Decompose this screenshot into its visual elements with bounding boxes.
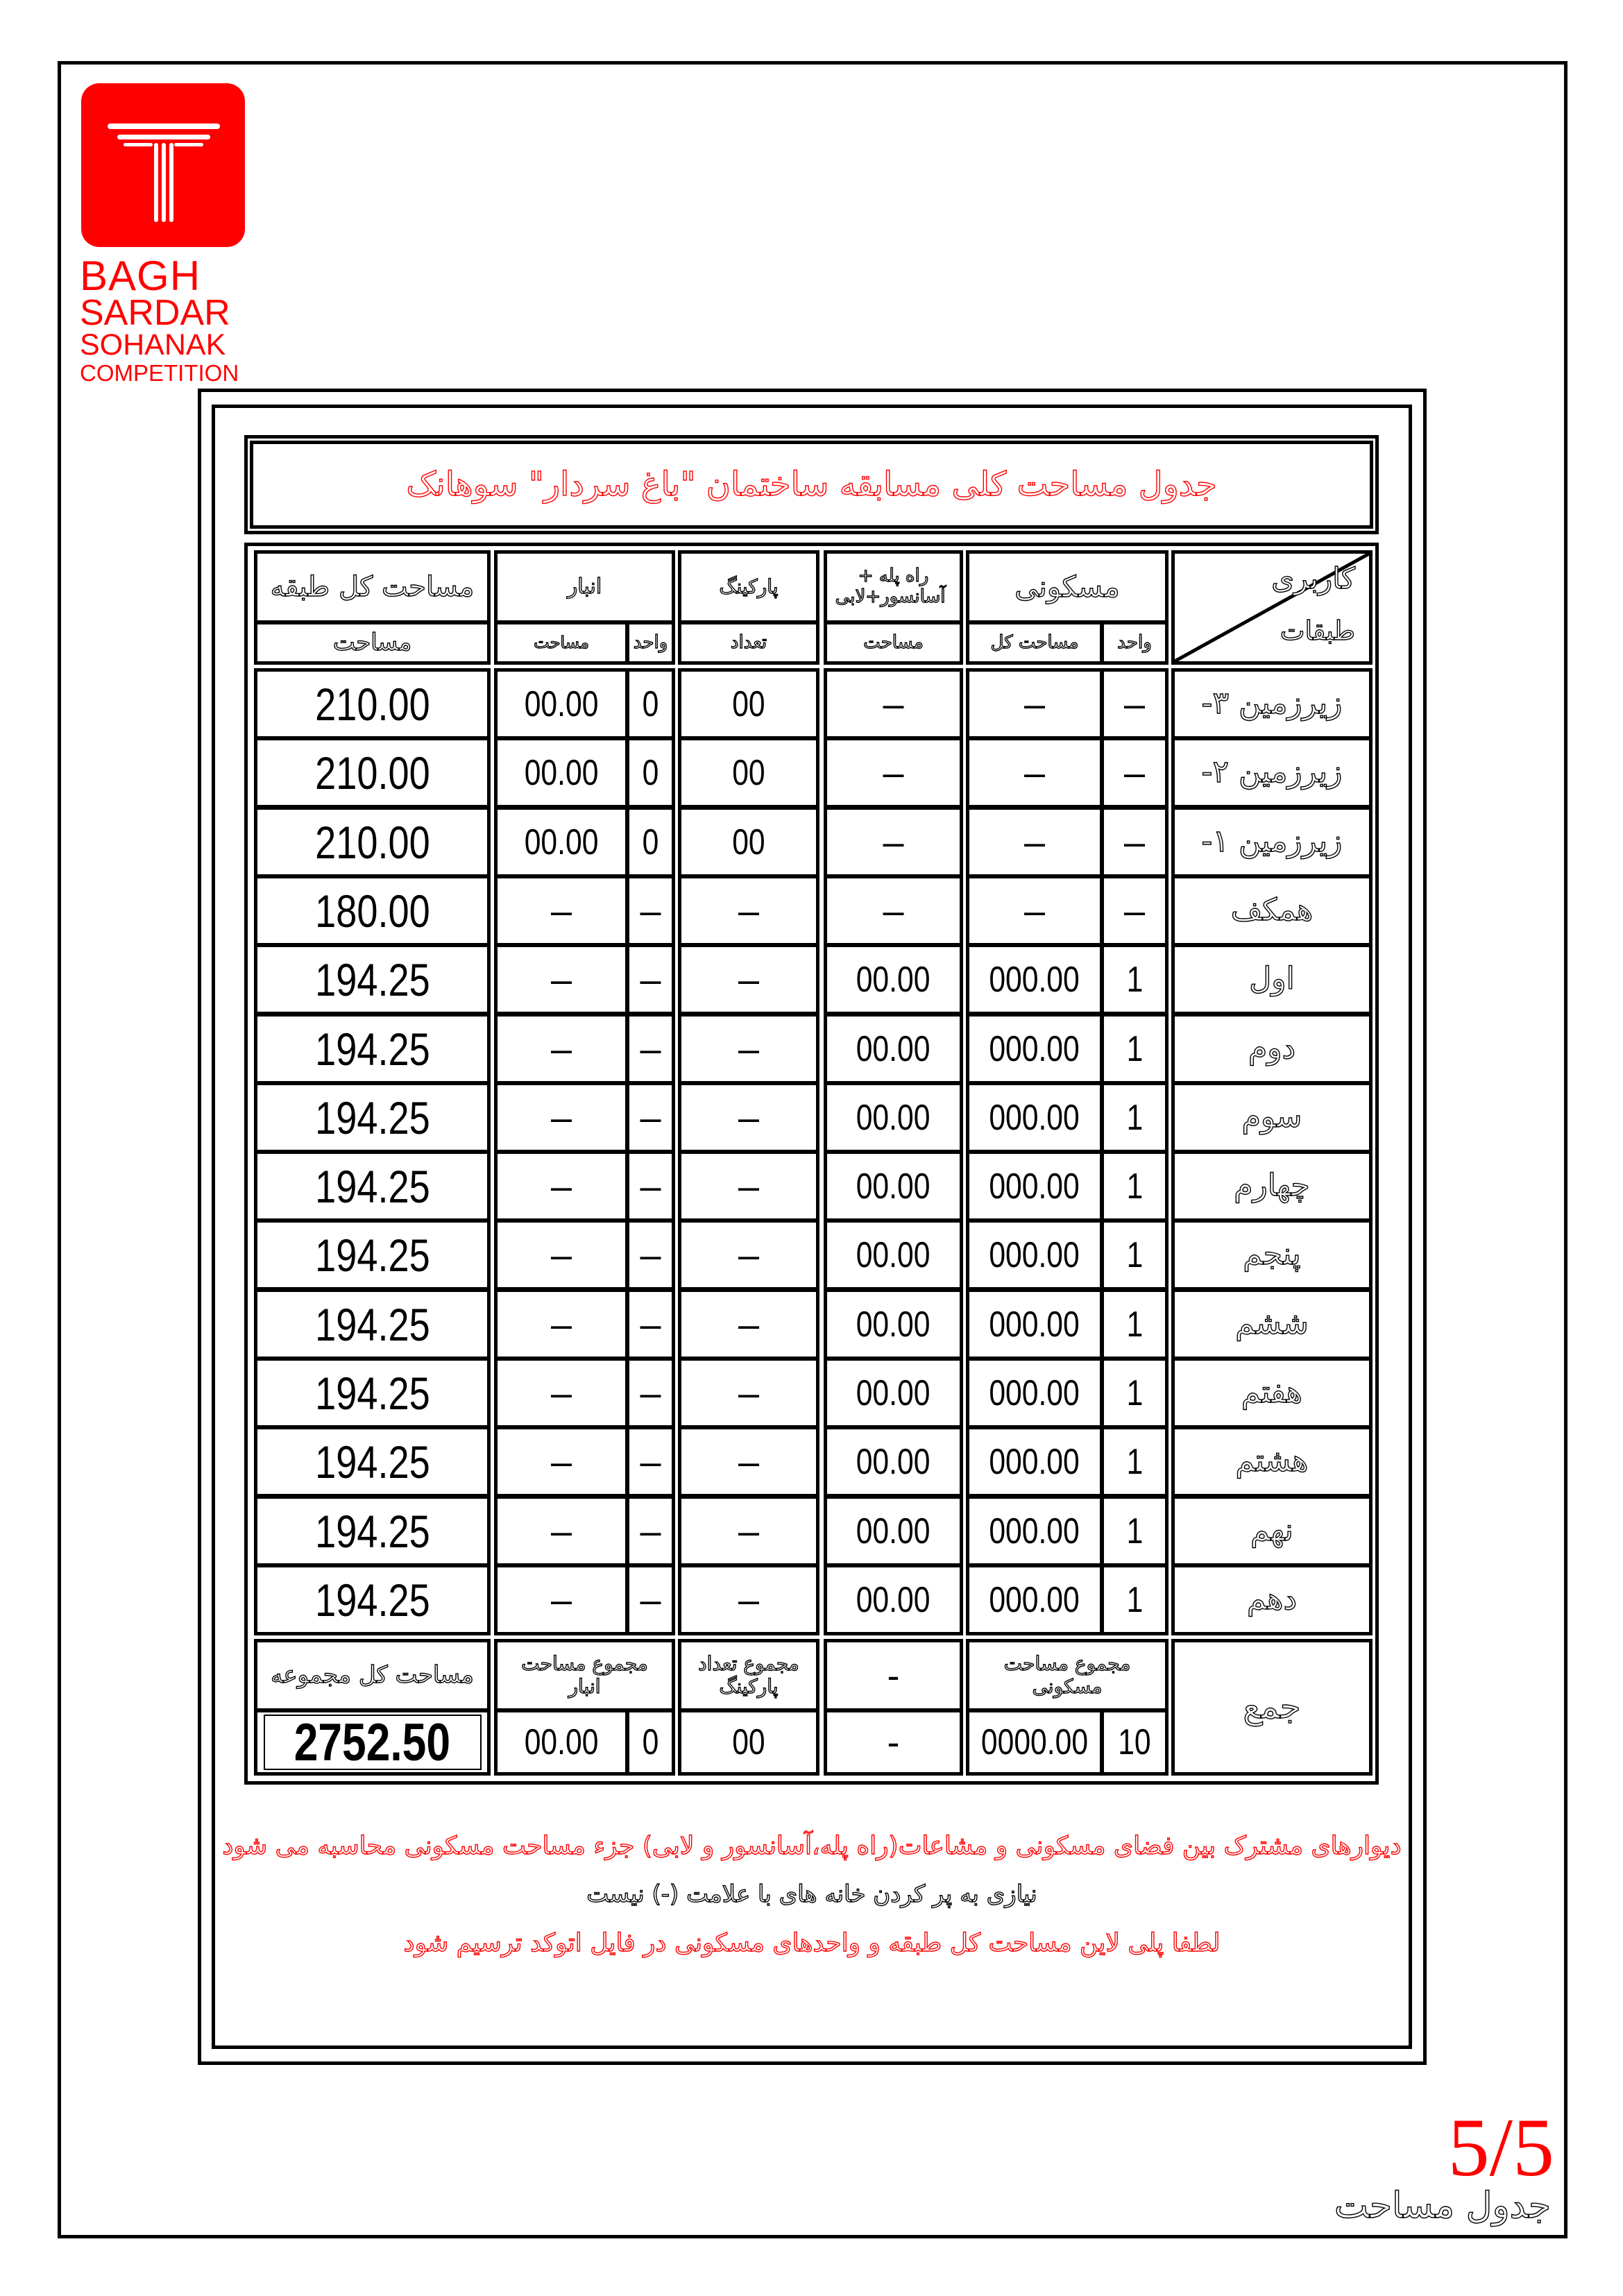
cell-parking-count: – xyxy=(678,1013,819,1085)
cell-storage-unit: 0 xyxy=(626,737,675,808)
cell-floor: اول xyxy=(1171,944,1373,1015)
cell-total-area: 210.00 xyxy=(254,737,491,808)
cell-storage-unit: – xyxy=(626,1564,675,1635)
header-total-area: مساحت xyxy=(254,621,491,665)
header-floors-label: طبقات xyxy=(1280,615,1355,646)
cell-total-area: 210.00 xyxy=(254,806,491,878)
header-usage-label: کاربری xyxy=(1271,561,1355,595)
logo xyxy=(80,82,246,391)
cell-total-area: 194.25 xyxy=(254,1495,491,1567)
cell-floor: زیرزمین ۳- xyxy=(1171,668,1373,740)
cell-parking-count: – xyxy=(678,1564,819,1635)
cell-total-area: 210.00 xyxy=(254,668,491,740)
cell-total-area: 194.25 xyxy=(254,1426,491,1497)
cell-parking-count: – xyxy=(678,875,819,946)
cell-total-area: 194.25 xyxy=(254,1219,491,1291)
logo-line-3: SOHANAK xyxy=(80,328,226,362)
cell-residential-area: 000.00 xyxy=(966,1426,1103,1497)
footer-sum-label: جمع xyxy=(1171,1639,1373,1776)
cell-floor: چهارم xyxy=(1171,1150,1373,1222)
header-floor xyxy=(1171,550,1373,665)
cell-stair-area: 00.00 xyxy=(824,1426,963,1497)
cell-parking-count: 00 xyxy=(678,806,819,878)
cell-floor: ششم xyxy=(1171,1289,1373,1360)
cell-storage-unit: – xyxy=(626,1495,675,1567)
header-parking-count: تعداد xyxy=(678,621,819,665)
cell-parking-count: 00 xyxy=(678,668,819,740)
footer-residential-area: 0000.00 xyxy=(966,1709,1103,1776)
cell-total-area: 194.25 xyxy=(254,1082,491,1153)
cell-stair-area: – xyxy=(824,737,963,808)
cell-floor: هفتم xyxy=(1171,1357,1373,1429)
cell-stair-area: 00.00 xyxy=(824,1357,963,1429)
cell-storage-area: – xyxy=(494,1357,629,1429)
cell-parking-count: – xyxy=(678,1219,819,1291)
cell-storage-area: – xyxy=(494,1289,629,1360)
cell-residential-unit: 1 xyxy=(1101,1013,1169,1085)
header-residential-unit: واحد xyxy=(1101,621,1169,665)
cell-storage-area: – xyxy=(494,1150,629,1222)
page-caption: جدول مساحت xyxy=(1334,2185,1551,2227)
cell-residential-unit: 1 xyxy=(1101,1564,1169,1635)
cell-stair-area: – xyxy=(824,668,963,740)
note-walls: دیوارهای مشترک بین فضای مسکونی و مشاعات(راه پله،آسانسور و لابی) جزء مساحت مسکونی محاسبه می شود xyxy=(222,1832,1402,1860)
cell-residential-area: 000.00 xyxy=(966,1495,1103,1567)
cell-residential-area: 000.00 xyxy=(966,944,1103,1015)
cell-storage-unit: – xyxy=(626,1219,675,1291)
cell-storage-unit: – xyxy=(626,1082,675,1153)
cell-total-area: 194.25 xyxy=(254,944,491,1015)
cell-storage-area: 00.00 xyxy=(494,806,629,878)
cell-residential-area: – xyxy=(966,668,1103,740)
cell-storage-unit: – xyxy=(626,1150,675,1222)
cell-residential-area: 000.00 xyxy=(966,1289,1103,1360)
cell-total-area: 194.25 xyxy=(254,1357,491,1429)
cell-stair-area: 00.00 xyxy=(824,1289,963,1360)
cell-residential-unit: – xyxy=(1101,875,1169,946)
header-total: مساحت کل طبقه xyxy=(254,550,491,624)
cell-floor: زیرزمین ۱- xyxy=(1171,806,1373,878)
cell-parking-count: 00 xyxy=(678,737,819,808)
cell-stair-area: 00.00 xyxy=(824,1219,963,1291)
cell-parking-count: – xyxy=(678,1150,819,1222)
cell-total-area: 180.00 xyxy=(254,875,491,946)
cell-stair-area: 00.00 xyxy=(824,1495,963,1567)
cell-floor: سوم xyxy=(1171,1082,1373,1153)
cell-storage-unit: – xyxy=(626,1426,675,1497)
note-dash-cells: نیازی به پر کردن خانه های با علامت (-) نیست xyxy=(586,1880,1037,1909)
footer-storage-area: 00.00 xyxy=(494,1709,629,1776)
cell-total-area: 194.25 xyxy=(254,1564,491,1635)
logo-line-4: COMPETITION xyxy=(80,360,239,386)
cell-total-area: 194.25 xyxy=(254,1289,491,1360)
cell-residential-area: 000.00 xyxy=(966,1082,1103,1153)
cell-residential-unit: – xyxy=(1101,737,1169,808)
header-stair: راه پله + آسانسور+لابی xyxy=(824,550,963,624)
cell-residential-unit: 1 xyxy=(1101,1150,1169,1222)
cell-residential-unit: – xyxy=(1101,806,1169,878)
cell-stair-area: 00.00 xyxy=(824,1150,963,1222)
footer-stair-value: - xyxy=(824,1709,963,1776)
cell-parking-count: – xyxy=(678,1082,819,1153)
cell-stair-area: 00.00 xyxy=(824,1013,963,1085)
footer-parking-value: 00 xyxy=(678,1709,819,1776)
cell-stair-area: – xyxy=(824,875,963,946)
cell-floor: دهم xyxy=(1171,1564,1373,1635)
header-storage-area: مساحت xyxy=(494,621,629,665)
logo-line-1: BAGH xyxy=(80,253,201,299)
footer-parking-label: مجموع تعداد پارکینگ xyxy=(678,1639,819,1712)
cell-storage-area: – xyxy=(494,1082,629,1153)
footer-residential-label: مجموع مساحت مسکونی xyxy=(966,1639,1169,1712)
cell-residential-area: 000.00 xyxy=(966,1013,1103,1085)
cell-storage-unit: – xyxy=(626,1013,675,1085)
cell-storage-area: – xyxy=(494,944,629,1015)
header-residential-area: مساحت کل xyxy=(966,621,1103,665)
cell-residential-unit: 1 xyxy=(1101,1426,1169,1497)
footer-total-label: مساحت کل مجموعه xyxy=(254,1639,491,1712)
cell-storage-unit: – xyxy=(626,1357,675,1429)
cell-residential-area: – xyxy=(966,806,1103,878)
cell-storage-area: – xyxy=(494,1013,629,1085)
cell-floor: هشتم xyxy=(1171,1426,1373,1497)
logo-line-2: SARDAR xyxy=(80,293,230,333)
cell-residential-area: – xyxy=(966,875,1103,946)
cell-storage-area: – xyxy=(494,1495,629,1567)
cell-floor: زیرزمین ۲- xyxy=(1171,737,1373,808)
cell-stair-area: 00.00 xyxy=(824,1082,963,1153)
cell-residential-unit: – xyxy=(1101,668,1169,740)
notes xyxy=(212,1832,1412,1958)
cell-residential-unit: 1 xyxy=(1101,1289,1169,1360)
cell-stair-area: – xyxy=(824,806,963,878)
cell-storage-area: – xyxy=(494,1426,629,1497)
footer-stair-label: - xyxy=(824,1639,963,1712)
cell-storage-unit: 0 xyxy=(626,668,675,740)
cell-stair-area: 00.00 xyxy=(824,1564,963,1635)
cell-residential-area: 000.00 xyxy=(966,1150,1103,1222)
table-title: جدول مساحت کلی مسابقه ساختمان "باغ سردار" سوهانک xyxy=(406,464,1217,504)
header-storage-unit: واحد xyxy=(626,621,675,665)
footer-total-value xyxy=(254,1709,491,1776)
column-icon xyxy=(81,83,245,247)
cell-parking-count: – xyxy=(678,1495,819,1567)
cell-storage-area: 00.00 xyxy=(494,668,629,740)
header-parking: پارکینگ xyxy=(678,550,819,624)
header-residential: مسکونی xyxy=(966,550,1169,624)
cell-residential-area: 000.00 xyxy=(966,1357,1103,1429)
title-box xyxy=(250,441,1373,529)
cell-residential-area: 000.00 xyxy=(966,1564,1103,1635)
cell-parking-count: – xyxy=(678,1426,819,1497)
cell-storage-area: – xyxy=(494,1564,629,1635)
cell-storage-area: – xyxy=(494,1219,629,1291)
cell-parking-count: – xyxy=(678,1357,819,1429)
page-number: 5/5 xyxy=(1447,2101,1554,2193)
cell-residential-unit: 1 xyxy=(1101,1357,1169,1429)
cell-storage-unit: – xyxy=(626,875,675,946)
footer-storage-label: مجموع مساحت انبار xyxy=(494,1639,675,1712)
cell-floor: همکف xyxy=(1171,875,1373,946)
footer-residential-unit: 10 xyxy=(1101,1709,1169,1776)
cell-residential-area: 000.00 xyxy=(966,1219,1103,1291)
cell-floor: دوم xyxy=(1171,1013,1373,1085)
footer-storage-unit: 0 xyxy=(626,1709,675,1776)
header-stair-area: مساحت xyxy=(824,621,963,665)
cell-storage-area: – xyxy=(494,875,629,946)
cell-storage-unit: – xyxy=(626,944,675,1015)
cell-parking-count: – xyxy=(678,1289,819,1360)
cell-stair-area: 00.00 xyxy=(824,944,963,1015)
header-storage: انبار xyxy=(494,550,675,624)
cell-total-area: 194.25 xyxy=(254,1013,491,1085)
cell-floor: نهم xyxy=(1171,1495,1373,1567)
note-polyline: لطفا پلی لاین مساحت کل طبقه و واحدهای مسکونی در فایل اتوکد ترسیم شود xyxy=(403,1929,1221,1958)
cell-residential-unit: 1 xyxy=(1101,1219,1169,1291)
cell-parking-count: – xyxy=(678,944,819,1015)
cell-residential-unit: 1 xyxy=(1101,1082,1169,1153)
cell-residential-area: – xyxy=(966,737,1103,808)
cell-floor: پنجم xyxy=(1171,1219,1373,1291)
cell-storage-area: 00.00 xyxy=(494,737,629,808)
grand-total: 2752.50 xyxy=(294,1712,451,1772)
cell-total-area: 194.25 xyxy=(254,1150,491,1222)
cell-residential-unit: 1 xyxy=(1101,944,1169,1015)
cell-storage-unit: – xyxy=(626,1289,675,1360)
cell-storage-unit: 0 xyxy=(626,806,675,878)
cell-residential-unit: 1 xyxy=(1101,1495,1169,1567)
logo-mark xyxy=(81,83,245,247)
